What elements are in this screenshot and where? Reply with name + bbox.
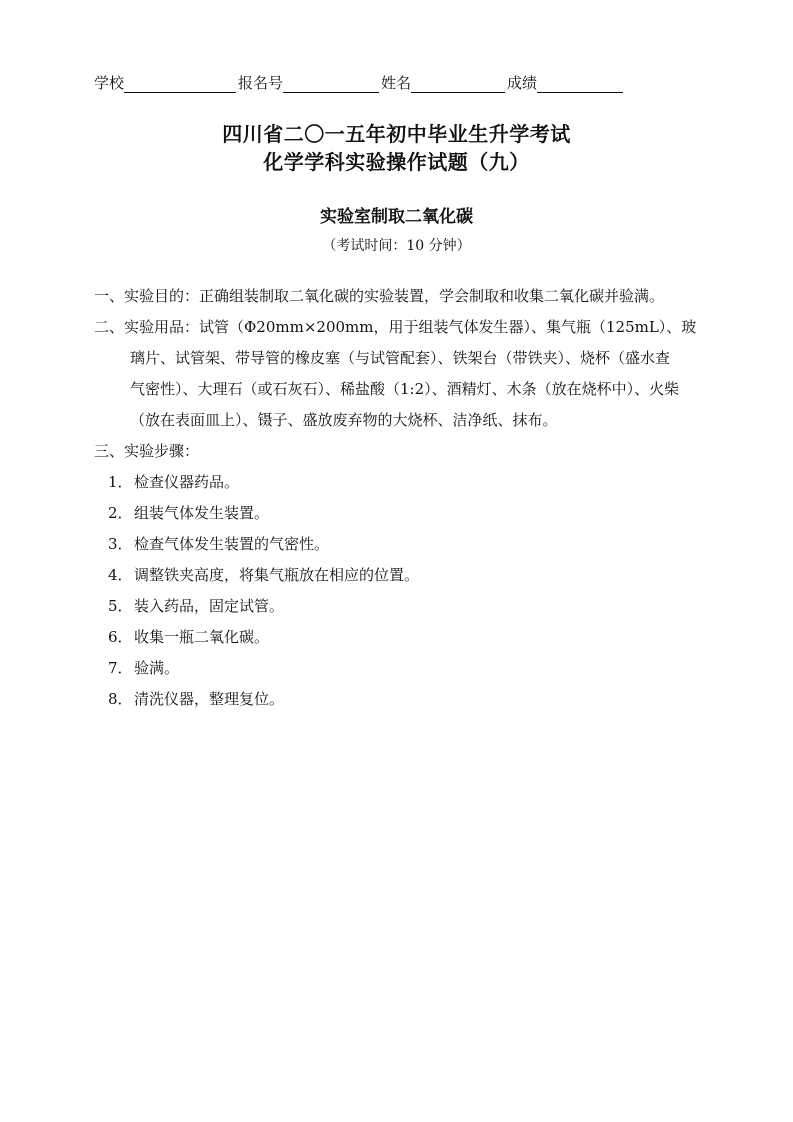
step-item	[108, 684, 419, 715]
candidate-info-line	[94, 72, 625, 93]
step-text: 装入药品，固定试管。	[134, 597, 285, 615]
step-text: 验满。	[134, 659, 180, 677]
step-text: 收集一瓶二氧化碳。	[134, 628, 270, 646]
school-field[interactable]	[124, 76, 236, 93]
steps-list	[108, 467, 419, 715]
step-item	[108, 498, 419, 529]
step-item	[108, 467, 419, 498]
step-text: 调整铁夹高度，将集气瓶放在相应的位置。	[134, 566, 420, 584]
step-item	[108, 560, 419, 591]
experiment-title: 实验室制取二氧化碳	[320, 207, 473, 227]
step-text: 检查仪器药品。	[134, 473, 240, 491]
step-number: 2．	[108, 504, 133, 522]
step-number: 5．	[108, 597, 133, 615]
name-label: 姓名	[381, 74, 412, 92]
school-label: 学校	[94, 74, 125, 92]
section-purpose: 一、实验目的：正确组装制取二氧化碳的实验装置，学会制取和收集二氧化碳并验满。	[94, 287, 665, 305]
exam-number-label: 报名号	[238, 74, 284, 92]
section-materials-line2: 璃片、试管架、带导管的橡皮塞（与试管配套）、铁架台（带铁夹）、烧杯（盛水查	[130, 349, 671, 367]
section-materials-line1: 二、实验用品：试管（Φ20mm×200mm，用于组装气体发生器）、集气瓶（125mL）、玻	[94, 318, 697, 336]
score-field[interactable]	[537, 76, 623, 93]
score-label: 成绩	[507, 74, 538, 92]
step-number: 8．	[108, 690, 133, 708]
section-materials-line3: 气密性）、大理石（或石灰石）、稀盐酸（1:2）、酒精灯、木条（放在烧杯中）、火柴	[130, 380, 680, 398]
step-text: 检查气体发生装置的气密性。	[134, 535, 330, 553]
step-item	[108, 653, 419, 684]
exam-subject-title: 化学学科实验操作试题（九）	[263, 150, 530, 174]
exam-title: 四川省二〇一五年初中毕业生升学考试	[222, 122, 571, 146]
exam-time: （考试时间：10 分钟）	[322, 238, 471, 254]
step-item	[108, 529, 419, 560]
step-item	[108, 591, 419, 622]
step-text: 清洗仪器，整理复位。	[134, 690, 285, 708]
step-number: 4．	[108, 566, 133, 584]
section-materials-line4: （放在表面皿上）、镊子、盛放废弃物的大烧杯、洁净纸、抹布。	[130, 411, 558, 429]
section-steps-heading: 三、实验步骤：	[94, 442, 200, 460]
step-number: 3．	[108, 535, 133, 553]
step-text: 组装气体发生装置。	[134, 504, 270, 522]
step-item	[108, 622, 419, 653]
step-number: 7．	[108, 659, 133, 677]
exam-number-field[interactable]	[283, 76, 379, 93]
step-number: 1．	[108, 473, 133, 491]
step-number: 6．	[108, 628, 133, 646]
name-field[interactable]	[411, 76, 505, 93]
